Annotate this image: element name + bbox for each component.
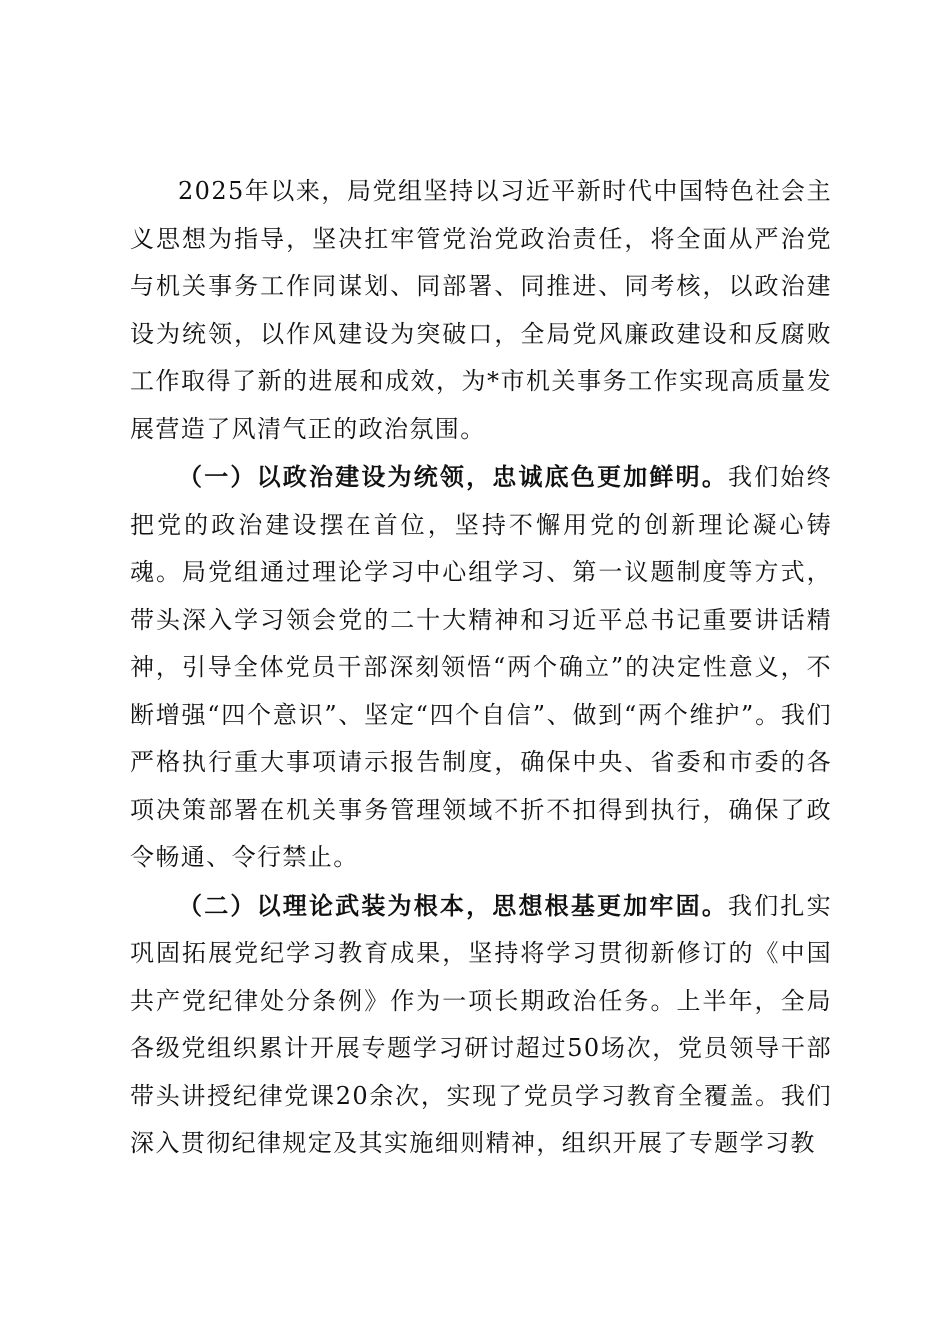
- section-1-heading: （一）以政治建设为统领，忠诚底色更加鲜明。: [178, 462, 729, 491]
- section-1-text: 我们始终把党的政治建设摆在首位，坚持不懈用党的创新理论凝心铸魂。局党组通过理论学习中心组学习、第一议题制度等方式，带头深入学习领会党的二十大精神和习近平总书记重要讲话精神，引导全体党员干部深刻领悟“两个确立”的决定性意义，不断增强“四个意识”、坚定“四个自信”、做到“两个维护”。我们严格执行重大事项请示报告制度，确保中央、省委和市委的各项决策部署在机关事务管理领域不折不扣得到执行，确保了政令畅通、令行禁止。: [130, 463, 832, 871]
- document-body: [130, 168, 832, 1168]
- paragraph-intro-text: 2025年以来，局党组坚持以习近平新时代中国特色社会主义思想为指导，坚决扛牢管党治党政治责任，将全面从严治党与机关事务工作同谋划、同部署、同推进、同考核，以政治建设为统领，以作风建设为突破口，全局党风廉政建设和反腐败工作取得了新的进展和成效，为*市机关事务工作实现高质量发展营造了风清气正的政治氛围。: [130, 177, 832, 443]
- section-2-heading: （二）以理论武装为根本，思想根基更加牢固。: [178, 890, 729, 920]
- paragraph-section-1: [130, 453, 832, 882]
- section-2-text: 我们扎实巩固拓展党纪学习教育成果，坚持将学习贯彻新修订的《中国共产党纪律处分条例》作为一项长期政治任务。上半年，全局各级党组织累计开展专题学习研讨超过50场次，党员领导干部带头讲授纪律党课20余次，实现了党员学习教育全覆盖。我们深入贯彻纪律规定及其实施细则精神，组织开展了专题学习教: [130, 891, 832, 1157]
- paragraph-section-2: [130, 882, 832, 1168]
- paragraph-intro: [130, 168, 832, 453]
